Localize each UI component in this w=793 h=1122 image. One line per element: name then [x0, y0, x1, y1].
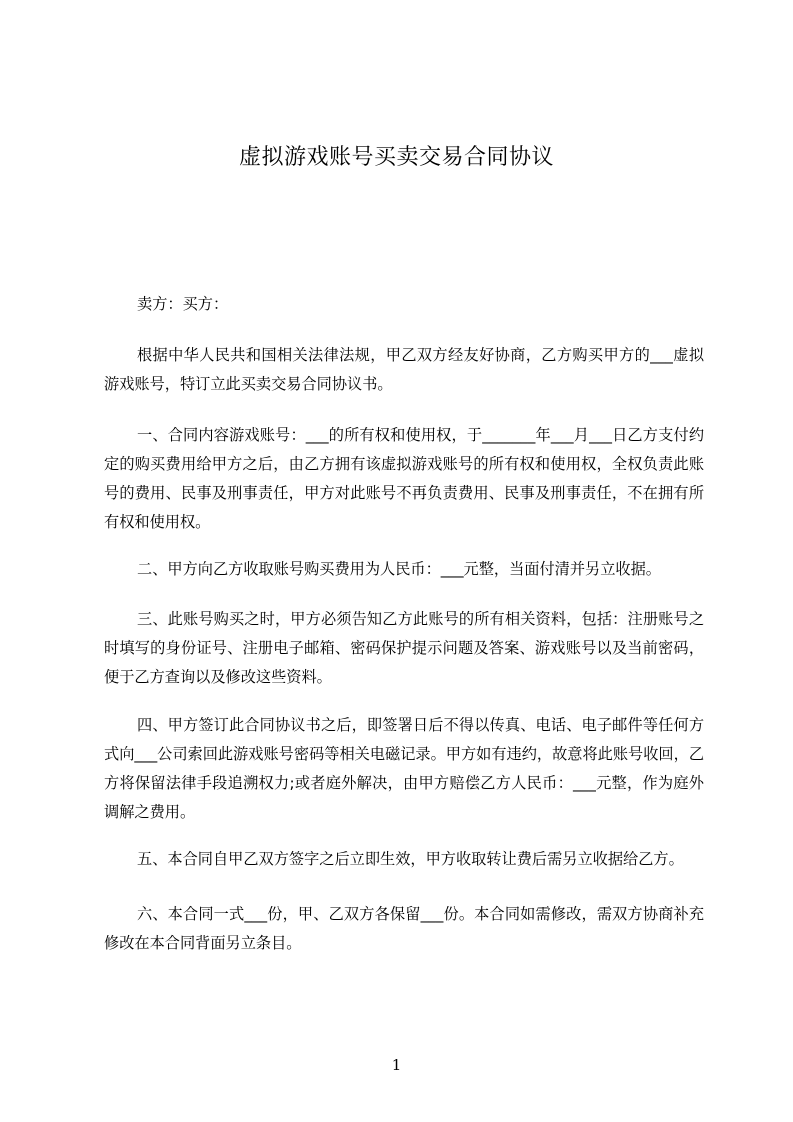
clause-4: 四、甲方签订此合同协议书之后，即签署日后不得以传真、电话、电子邮件等任何方式向___公司索回此游戏账号密码等相关电磁记录。甲方如有违约，故意将此账号收回，乙方将保留法律手段追溯权力;或者庭外解决，由甲方赔偿乙方人民币：___元整，作为庭外调解之费用。 [104, 716, 704, 821]
page-number: 1 [391, 1056, 402, 1074]
clause-6: 六、本合同一式___份，甲、乙双方各保留___份。本合同如需修改，需双方协商补充修改在本合同背面另立条目。 [104, 905, 704, 952]
clause-2: 二、甲方向乙方收取账号购买费用为人民币：___元整，当面付清并另立收据。 [137, 560, 661, 578]
clause-1: 一、合同内容游戏账号：___的所有权和使用权，于_______年___月___日乙方支付约定的购买费用给甲方之后，由乙方拥有该虚拟游戏账号的所有权和使用权，全权负责此账号的费用、民事及刑事责任，甲方对此账号不再负责费用、民事及刑事责任，不在拥有所有权和使用权。 [104, 426, 704, 531]
page-title: 虚拟游戏账号买卖交易合同协议 [238, 145, 554, 170]
clause-5: 五、本合同自甲乙双方签字之后立即生效，甲方收取转让费后需另立收据给乙方。 [137, 850, 684, 868]
preamble-paragraph: 根据中华人民共和国相关法律法规，甲乙双方经友好协商，乙方购买甲方的___虚拟游戏账号，特订立此买卖交易合同协议书。 [104, 346, 704, 393]
clause-3: 三、此账号购买之时，甲方必须告知乙方此账号的所有相关资料，包括：注册账号之时填写的身份证号、注册电子邮箱、密码保护提示问题及答案、游戏账号以及当前密码，便于乙方查询以及修改这些资料。 [104, 610, 704, 686]
parties-line: 卖方：买方： [137, 295, 229, 313]
